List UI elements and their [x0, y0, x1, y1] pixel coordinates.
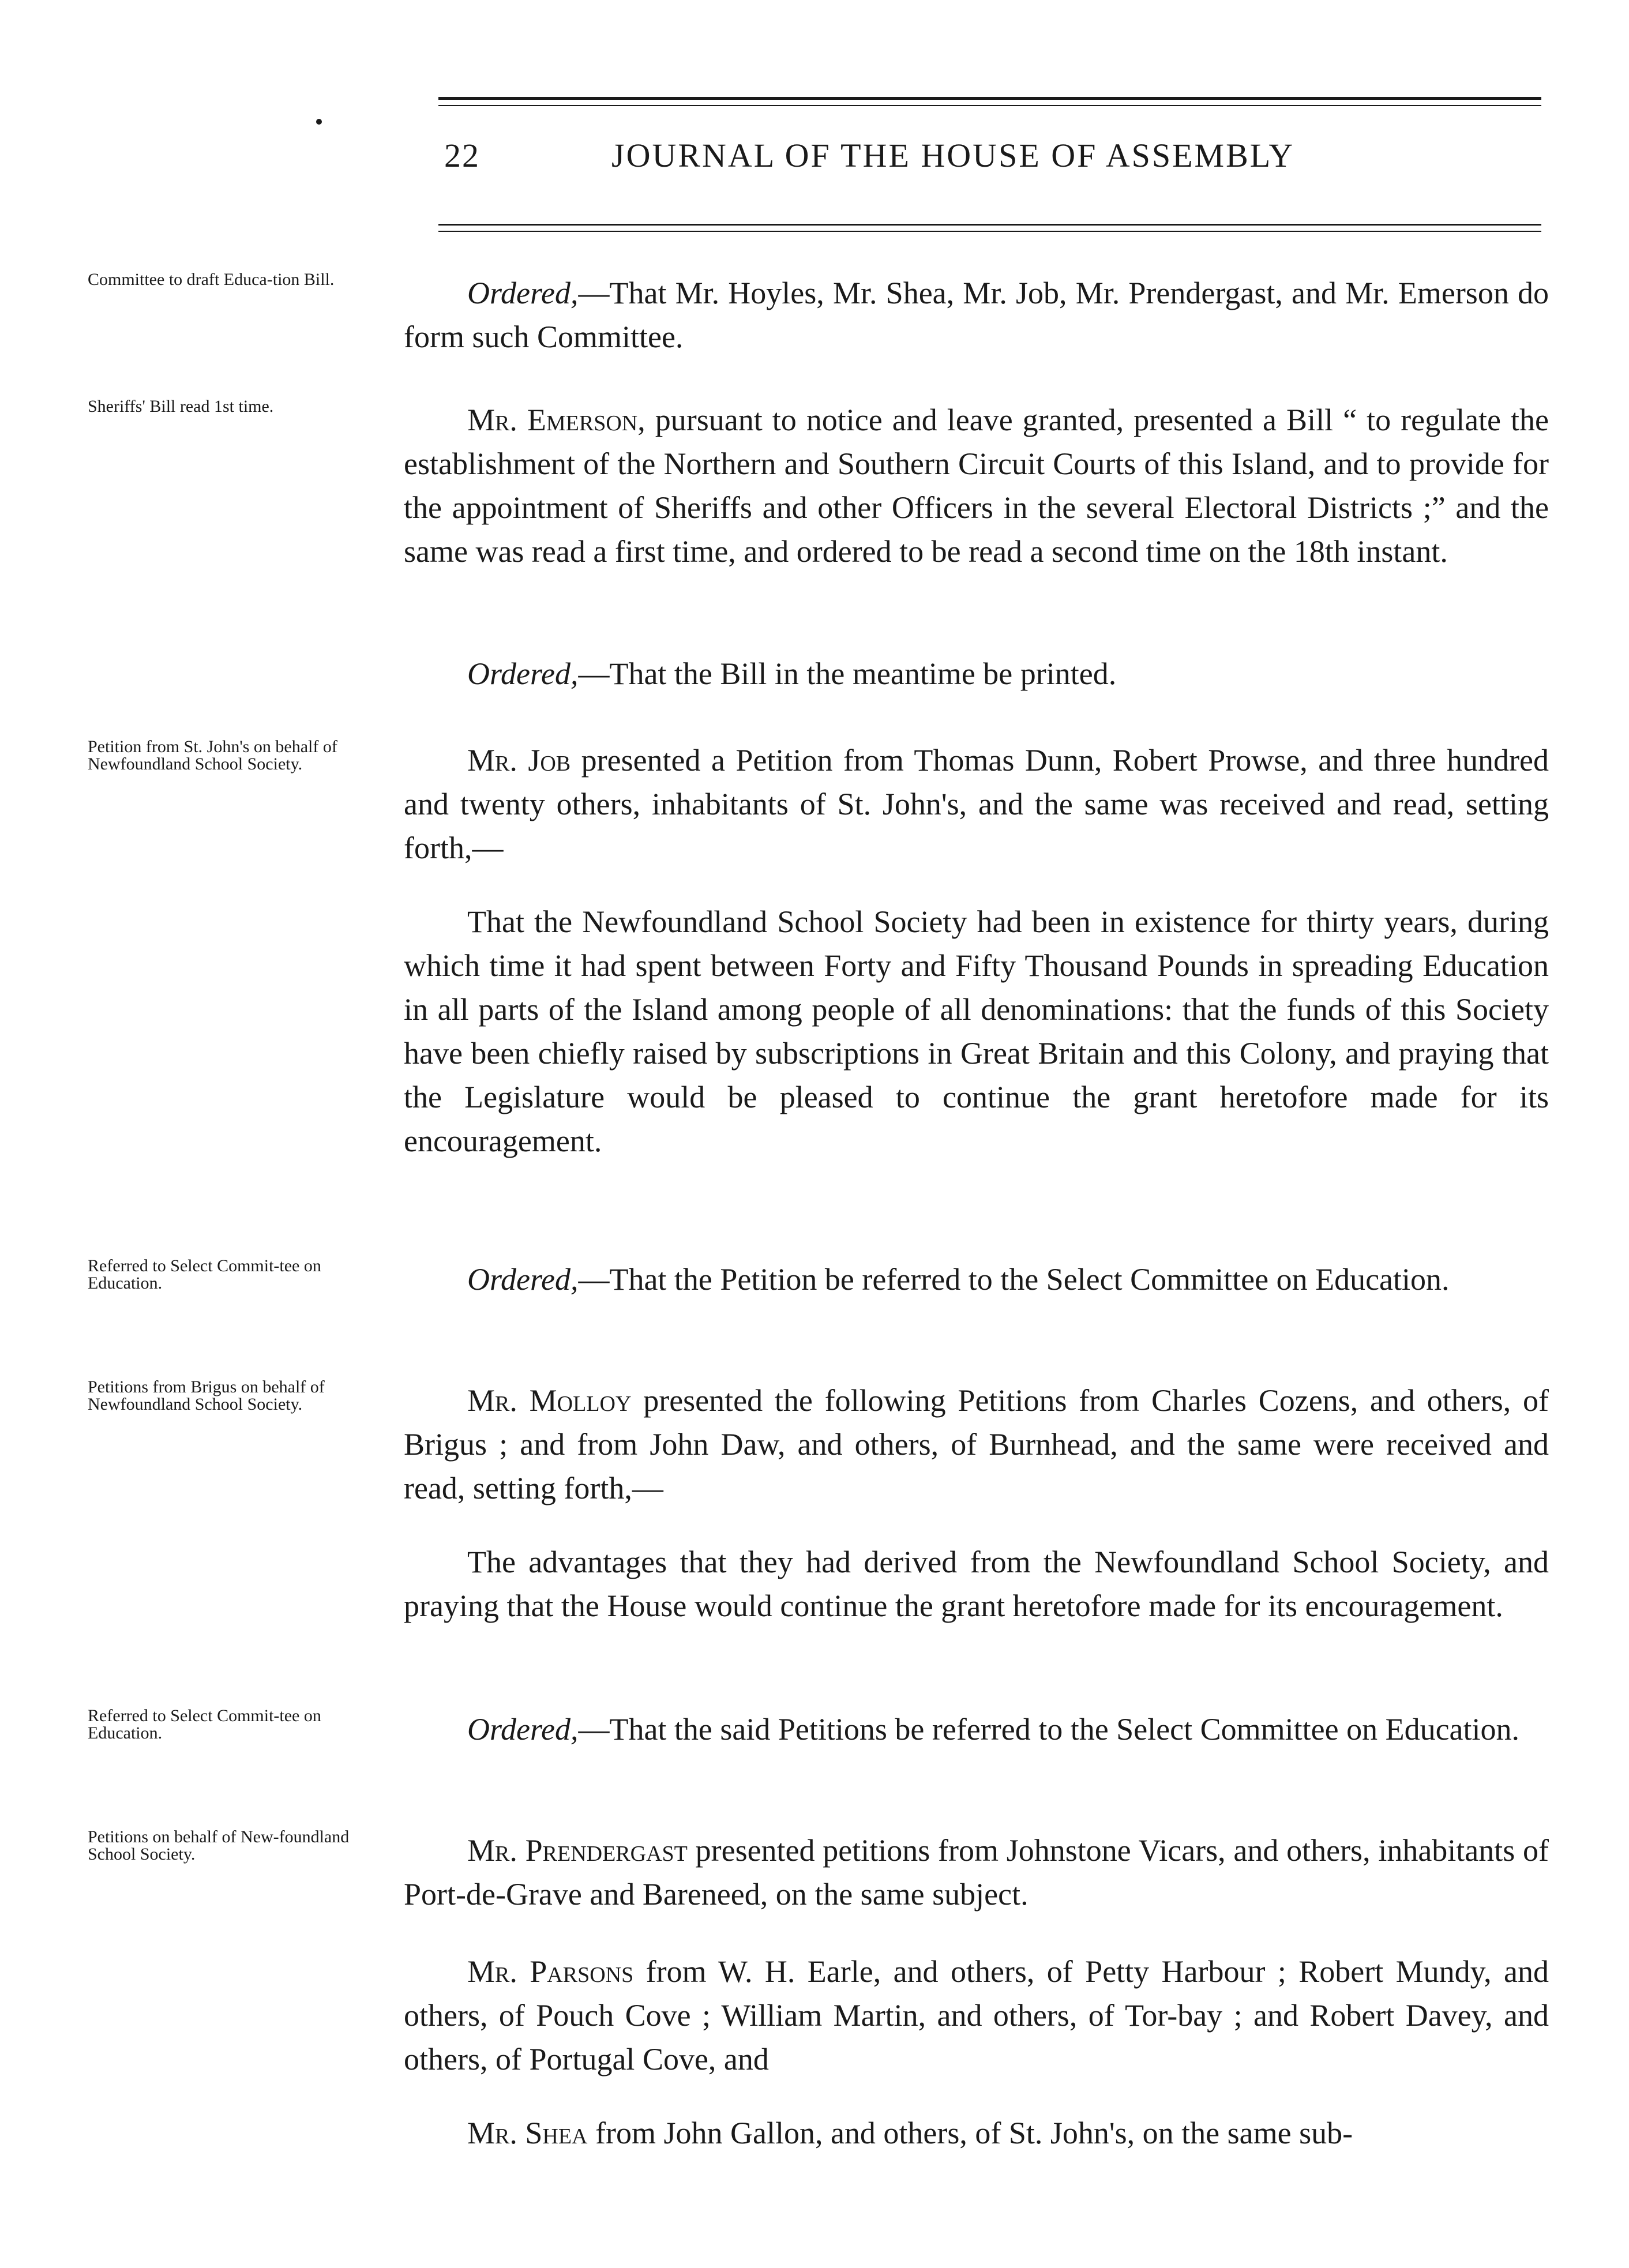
- entry-lead: Mr. Job: [467, 743, 571, 778]
- header-rule-top-thin: [438, 105, 1541, 106]
- margin-note: Sheriffs' Bill read 1st time.: [88, 397, 274, 416]
- entry-text: —That the said Petitions be referred to the Select Committee on Education.: [578, 1712, 1520, 1747]
- entry-lead: Ordered,: [467, 1712, 579, 1747]
- margin-note: Referred to Select Commit-tee on Education.: [88, 1256, 321, 1293]
- entry-text: from W. H. Earle, and others, of Petty Harbour ; Robert Mundy, and others, of Pouch Cove ; William Martin, and others, of Tor-bay ; and Robert Davey, and others, of Portugal Cove, and: [404, 1954, 1549, 2077]
- entry-text: presented petitions from Johnstone Vicars, and others, inhabitants of Port-de-Grave and Bareneed, on the same subject.: [404, 1833, 1549, 1912]
- entry-lead: Ordered,: [467, 276, 579, 310]
- entry-paragraph: [404, 1379, 1549, 1510]
- entry-paragraph: [404, 1950, 1549, 2081]
- entry-text: presented the following Petitions from Charles Cozens, and others, of Brigus ; and from John Daw, and others, of Burnhead, and the same were received and read, setting forth,—: [404, 1383, 1549, 1505]
- entry-lead: Mr. Molloy: [467, 1383, 632, 1418]
- entry-paragraph: [404, 900, 1549, 1163]
- ink-speck: [316, 119, 322, 125]
- margin-note: Petitions on behalf of New-foundland School Society.: [88, 1827, 350, 1864]
- entry-paragraph: [404, 652, 1549, 696]
- header-rule-bottom-thin: [438, 231, 1541, 232]
- entry-text: —That the Bill in the meantime be printed.: [578, 656, 1117, 691]
- entry-text: That the Newfoundland School Society had been in existence for thirty years, during which time it had spent between Forty and Fifty Thousand Pounds in spreading Education in all parts of the Island among people of all denominations: that the funds of this Society have been chiefly raised by subscriptions in Great Britain and this Colony, and praying that the Legislature would be pleased to continue the grant heretofore made for its encouragement.: [404, 904, 1549, 1158]
- entry-text: The advantages that they had derived from the Newfoundland School Society, and praying that the House would continue the grant heretofore made for its encouragement.: [404, 1545, 1549, 1623]
- entry-lead: Ordered,: [467, 1262, 579, 1297]
- margin-note: Committee to draft Educa-tion Bill.: [88, 270, 335, 289]
- entry-lead: Mr. Shea: [467, 2116, 588, 2150]
- entry-text: —That the Petition be referred to the Select Committee on Education.: [578, 1262, 1450, 1297]
- entry-lead: Ordered,: [467, 656, 579, 691]
- entry-text: —That Mr. Hoyles, Mr. Shea, Mr. Job, Mr. Prendergast, and Mr. Emerson do form such Committee.: [404, 276, 1549, 354]
- entry-paragraph: [404, 2111, 1549, 2155]
- entry-text: pursuant to notice and leave granted, presented a Bill “ to regulate the establishment of the Northern and Southern Circuit Courts of this Island, and to provide for the appointment of Sheriffs and other Officers in the several Electoral Districts ;” and the same was read a first time, and ordered to be read a second time on the 18th instant.: [404, 403, 1549, 569]
- entry-lead: Mr. Emerson,: [467, 403, 645, 437]
- header-rule-top: [438, 97, 1541, 100]
- entry-lead: Mr. Parsons: [467, 1954, 634, 1989]
- margin-note: Petitions from Brigus on behalf of Newfoundland School Society.: [88, 1377, 325, 1414]
- margin-note: Referred to Select Commit-tee on Education.: [88, 1706, 321, 1743]
- entry-text: from John Gallon, and others, of St. John's, on the same sub-: [587, 2116, 1353, 2150]
- entry-text: presented a Petition from Thomas Dunn, Robert Prowse, and three hundred and twenty others, inhabitants of St. John's, and the same was received and read, setting forth,—: [404, 743, 1549, 865]
- entry-paragraph: [404, 1257, 1549, 1301]
- entry-paragraph: [404, 398, 1549, 573]
- page-number: 22: [444, 137, 480, 174]
- entry-paragraph: [404, 738, 1549, 870]
- entry-paragraph: [404, 1828, 1549, 1916]
- entry-paragraph: [404, 1707, 1549, 1751]
- running-title: JOURNAL OF THE HOUSE OF ASSEMBLY: [611, 137, 1295, 174]
- entry-paragraph: [404, 1540, 1549, 1628]
- entry-lead: Mr. Prendergast: [467, 1833, 688, 1868]
- margin-note: Petition from St. John's on behalf of Newfoundland School Society.: [88, 737, 337, 773]
- page-header: [438, 136, 1541, 188]
- entry-paragraph: [404, 271, 1549, 359]
- header-rule-bottom: [438, 224, 1541, 226]
